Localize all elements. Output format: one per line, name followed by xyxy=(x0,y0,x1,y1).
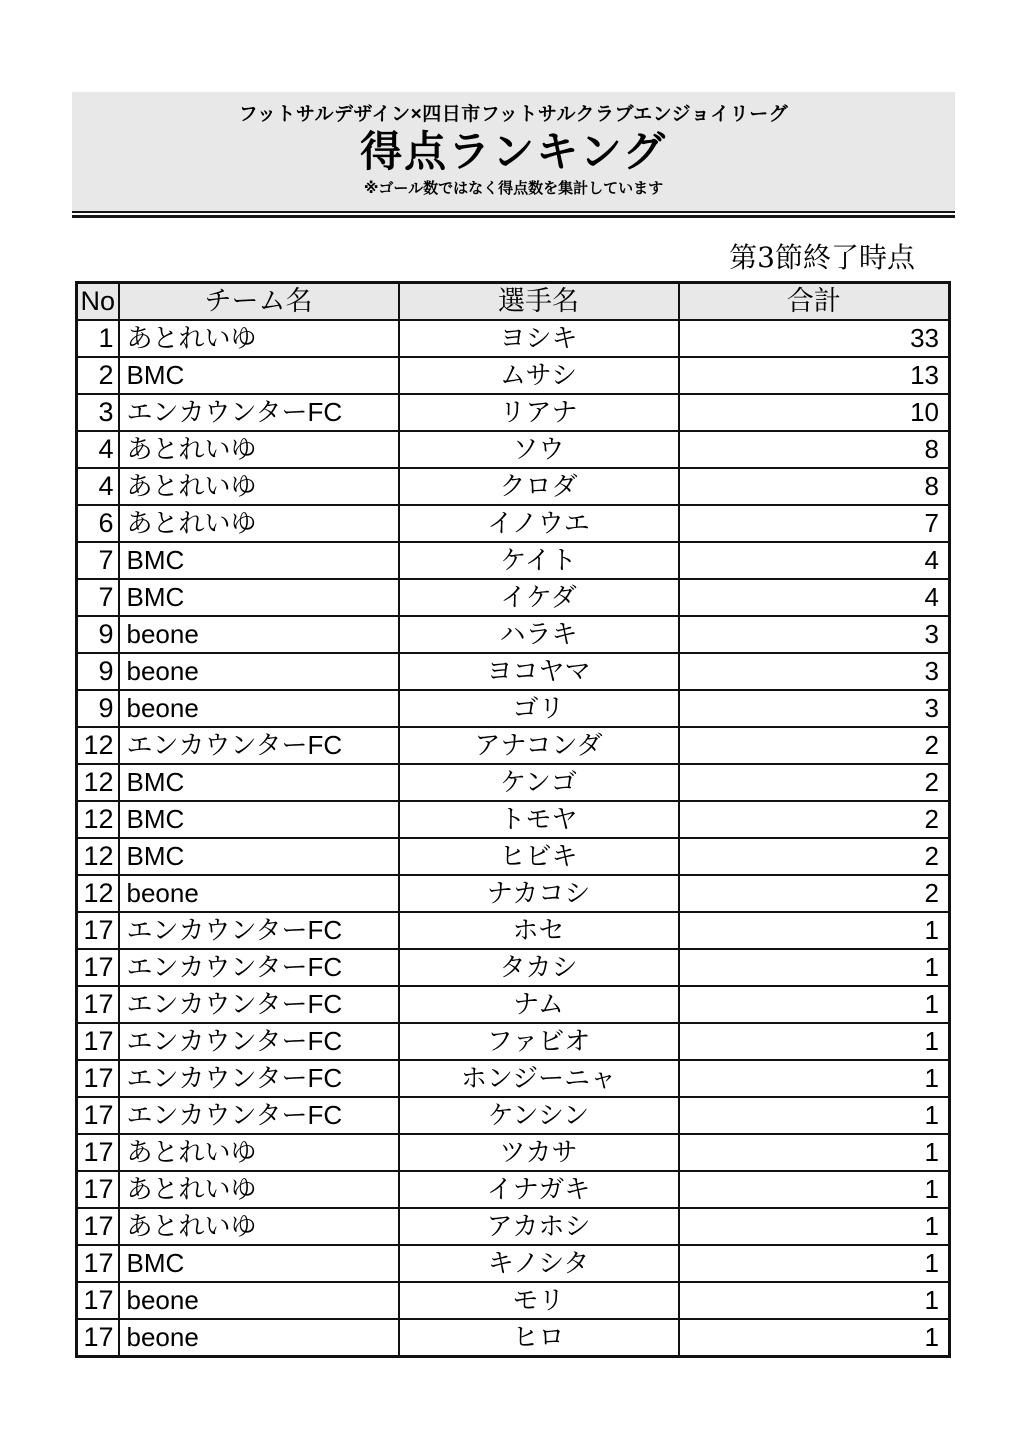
rank-cell: 4 xyxy=(77,468,119,505)
column-header-total: 合計 xyxy=(679,283,950,321)
player-cell: ナム xyxy=(399,986,679,1023)
team-cell: エンカウンターFC xyxy=(119,727,399,764)
rank-cell: 12 xyxy=(77,838,119,875)
rank-cell: 17 xyxy=(77,1060,119,1097)
player-cell: ゴリ xyxy=(399,690,679,727)
team-cell: エンカウンターFC xyxy=(119,912,399,949)
league-name: フットサルデザイン×四日市フットサルクラブエンジョイリーグ xyxy=(238,104,789,126)
total-cell: 2 xyxy=(679,764,950,801)
total-cell: 13 xyxy=(679,357,950,394)
total-cell: 3 xyxy=(679,653,950,690)
ranking-table-body xyxy=(77,320,950,1357)
table-row xyxy=(77,949,950,986)
rank-cell: 17 xyxy=(77,1134,119,1171)
total-cell: 4 xyxy=(679,542,950,579)
player-cell: モリ xyxy=(399,1282,679,1319)
team-cell: エンカウンターFC xyxy=(119,1023,399,1060)
total-cell: 10 xyxy=(679,394,950,431)
table-row xyxy=(77,1282,950,1319)
table-row xyxy=(77,1208,950,1245)
total-cell: 8 xyxy=(679,468,950,505)
rank-cell: 9 xyxy=(77,616,119,653)
team-cell: エンカウンターFC xyxy=(119,394,399,431)
team-cell: あとれいゆ xyxy=(119,468,399,505)
table-row xyxy=(77,801,950,838)
rank-cell: 1 xyxy=(77,320,119,357)
total-cell: 3 xyxy=(679,616,950,653)
team-cell: エンカウンターFC xyxy=(119,1060,399,1097)
table-row xyxy=(77,468,950,505)
table-row xyxy=(77,1023,950,1060)
player-cell: リアナ xyxy=(399,394,679,431)
player-cell: ナカコシ xyxy=(399,875,679,912)
total-cell: 3 xyxy=(679,690,950,727)
player-cell: ムサシ xyxy=(399,357,679,394)
rank-cell: 17 xyxy=(77,949,119,986)
player-cell: キノシタ xyxy=(399,1245,679,1282)
total-cell: 2 xyxy=(679,727,950,764)
rank-cell: 12 xyxy=(77,875,119,912)
rank-cell: 2 xyxy=(77,357,119,394)
player-cell: トモヤ xyxy=(399,801,679,838)
total-cell: 1 xyxy=(679,1023,950,1060)
player-cell: ケイト xyxy=(399,542,679,579)
player-cell: アナコンダ xyxy=(399,727,679,764)
total-cell: 1 xyxy=(679,986,950,1023)
team-cell: あとれいゆ xyxy=(119,1171,399,1208)
team-cell: あとれいゆ xyxy=(119,1208,399,1245)
team-cell: BMC xyxy=(119,764,399,801)
rank-cell: 12 xyxy=(77,764,119,801)
ranking-table xyxy=(75,281,951,1358)
total-cell: 2 xyxy=(679,801,950,838)
table-row xyxy=(77,653,950,690)
team-cell: BMC xyxy=(119,357,399,394)
player-cell: イノウエ xyxy=(399,505,679,542)
total-cell: 1 xyxy=(679,1319,950,1357)
table-row xyxy=(77,1060,950,1097)
team-cell: あとれいゆ xyxy=(119,1134,399,1171)
player-cell: タカシ xyxy=(399,949,679,986)
rank-cell: 7 xyxy=(77,542,119,579)
player-cell: ヨシキ xyxy=(399,320,679,357)
player-cell: ヒビキ xyxy=(399,838,679,875)
total-cell: 2 xyxy=(679,838,950,875)
player-cell: ホンジーニャ xyxy=(399,1060,679,1097)
table-row xyxy=(77,764,950,801)
table-row xyxy=(77,727,950,764)
total-cell: 7 xyxy=(679,505,950,542)
player-cell: アカホシ xyxy=(399,1208,679,1245)
player-cell: ケンゴ xyxy=(399,764,679,801)
rank-cell: 17 xyxy=(77,1282,119,1319)
team-cell: あとれいゆ xyxy=(119,320,399,357)
player-cell: ツカサ xyxy=(399,1134,679,1171)
rank-cell: 17 xyxy=(77,912,119,949)
team-cell: beone xyxy=(119,653,399,690)
rank-cell: 6 xyxy=(77,505,119,542)
team-cell: beone xyxy=(119,1282,399,1319)
rank-cell: 17 xyxy=(77,1319,119,1357)
table-row xyxy=(77,431,950,468)
rank-cell: 9 xyxy=(77,690,119,727)
table-row xyxy=(77,1245,950,1282)
rank-cell: 9 xyxy=(77,653,119,690)
total-cell: 1 xyxy=(679,1060,950,1097)
team-cell: BMC xyxy=(119,838,399,875)
divider-thin-line xyxy=(72,211,955,213)
column-header-player: 選手名 xyxy=(399,283,679,321)
table-row xyxy=(77,1319,950,1357)
column-header-team: チーム名 xyxy=(119,283,399,321)
table-row xyxy=(77,875,950,912)
team-cell: beone xyxy=(119,690,399,727)
divider-thick-line xyxy=(72,215,955,218)
table-header-row xyxy=(77,283,950,321)
total-cell: 1 xyxy=(679,1208,950,1245)
total-cell: 1 xyxy=(679,1171,950,1208)
table-row xyxy=(77,838,950,875)
player-cell: イナガキ xyxy=(399,1171,679,1208)
rank-cell: 17 xyxy=(77,1245,119,1282)
total-cell: 1 xyxy=(679,912,950,949)
player-cell: ヒロ xyxy=(399,1319,679,1357)
player-cell: イケダ xyxy=(399,579,679,616)
total-cell: 1 xyxy=(679,1282,950,1319)
title-note: ※ゴール数ではなく得点数を集計しています xyxy=(363,180,664,198)
table-row xyxy=(77,1134,950,1171)
round-status: 第3節終了時点 xyxy=(729,241,915,274)
rank-cell: 7 xyxy=(77,579,119,616)
team-cell: BMC xyxy=(119,579,399,616)
total-cell: 1 xyxy=(679,1097,950,1134)
total-cell: 1 xyxy=(679,1245,950,1282)
team-cell: あとれいゆ xyxy=(119,431,399,468)
team-cell: エンカウンターFC xyxy=(119,949,399,986)
rank-cell: 3 xyxy=(77,394,119,431)
team-cell: BMC xyxy=(119,542,399,579)
player-cell: ファビオ xyxy=(399,1023,679,1060)
rank-cell: 17 xyxy=(77,1208,119,1245)
table-row xyxy=(77,505,950,542)
table-row xyxy=(77,394,950,431)
table-row xyxy=(77,357,950,394)
player-cell: ケンシン xyxy=(399,1097,679,1134)
banner-divider xyxy=(72,211,955,218)
table-row xyxy=(77,690,950,727)
player-cell: ハラキ xyxy=(399,616,679,653)
table-row xyxy=(77,1097,950,1134)
table-row xyxy=(77,912,950,949)
rank-cell: 12 xyxy=(77,801,119,838)
player-cell: ヨコヤマ xyxy=(399,653,679,690)
total-cell: 4 xyxy=(679,579,950,616)
table-row xyxy=(77,320,950,357)
rank-cell: 12 xyxy=(77,727,119,764)
rank-cell: 17 xyxy=(77,1023,119,1060)
team-cell: beone xyxy=(119,875,399,912)
player-cell: ホセ xyxy=(399,912,679,949)
table-row xyxy=(77,579,950,616)
rank-cell: 17 xyxy=(77,986,119,1023)
total-cell: 1 xyxy=(679,1134,950,1171)
table-row xyxy=(77,1171,950,1208)
team-cell: beone xyxy=(119,1319,399,1357)
total-cell: 1 xyxy=(679,949,950,986)
team-cell: BMC xyxy=(119,801,399,838)
rank-cell: 17 xyxy=(77,1171,119,1208)
table-row xyxy=(77,616,950,653)
page-title: 得点ランキング xyxy=(360,128,667,176)
player-cell: ソウ xyxy=(399,431,679,468)
table-row xyxy=(77,542,950,579)
total-cell: 8 xyxy=(679,431,950,468)
team-cell: エンカウンターFC xyxy=(119,986,399,1023)
total-cell: 33 xyxy=(679,320,950,357)
player-cell: クロダ xyxy=(399,468,679,505)
team-cell: エンカウンターFC xyxy=(119,1097,399,1134)
header-banner xyxy=(72,92,955,211)
rank-cell: 4 xyxy=(77,431,119,468)
team-cell: BMC xyxy=(119,1245,399,1282)
total-cell: 2 xyxy=(679,875,950,912)
table-row xyxy=(77,986,950,1023)
rank-cell: 17 xyxy=(77,1097,119,1134)
column-header-no: No xyxy=(77,283,119,321)
team-cell: beone xyxy=(119,616,399,653)
team-cell: あとれいゆ xyxy=(119,505,399,542)
